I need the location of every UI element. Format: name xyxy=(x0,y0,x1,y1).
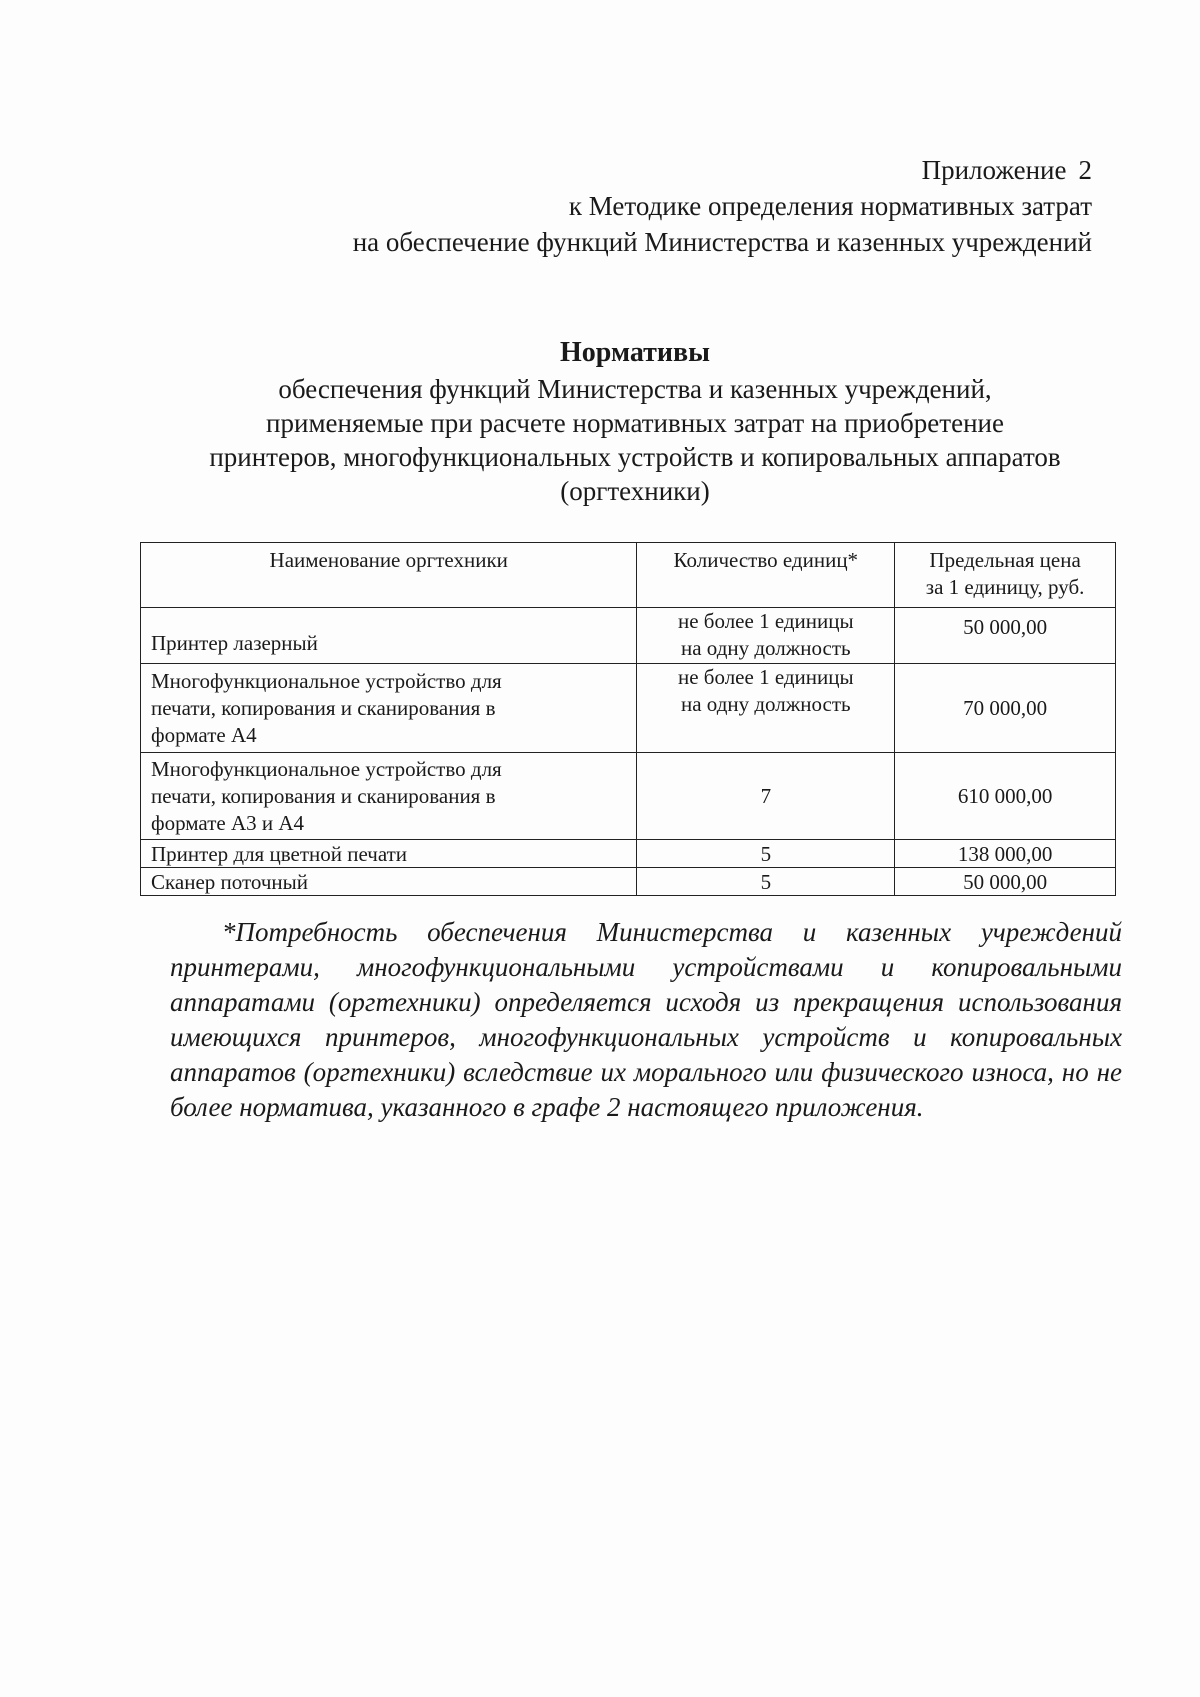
table-row xyxy=(141,753,1116,840)
appendix-label-line xyxy=(353,152,1092,188)
row-qty: 5 xyxy=(637,840,895,868)
row-qty-line-2: на одну должность xyxy=(681,692,851,716)
row-name-line-3: формате А4 xyxy=(151,722,257,747)
row-name: Принтер лазерный xyxy=(141,608,637,664)
row-name-line-1: Многофункциональное устройство для xyxy=(151,668,502,693)
title-line-3: принтеров, многофункциональных устройств и копировальных аппаратов xyxy=(209,442,1061,472)
header-name: Наименование оргтехники xyxy=(141,543,637,608)
row-price xyxy=(895,608,1116,664)
row-price: 50 000,00 xyxy=(895,868,1116,896)
row-qty-line-1: не более 1 единицы xyxy=(677,609,854,633)
row-name-line-2: печати, копирования и сканирования в xyxy=(151,783,496,808)
row-name-line-3: формате А3 и А4 xyxy=(151,810,305,835)
title-line-4: (оргтехники) xyxy=(560,476,710,506)
title-line-1: обеспечения функций Министерства и казенных учреждений, xyxy=(278,374,992,404)
header-price xyxy=(895,543,1116,608)
table-row xyxy=(141,840,1116,868)
appendix-line-2: к Методике определения нормативных затрат xyxy=(568,191,1092,221)
row-name xyxy=(141,753,637,840)
row-qty: 7 xyxy=(637,753,895,840)
row-price: 138 000,00 xyxy=(895,840,1116,868)
footnote: *Потребность обеспечения Министерства и казенных учреждений принтерами, многофункциональными устройствами и копировальными аппаратами (оргтехники) определяется исходя из прекращения использования имеющихся принтеров, многофункциональных устройств и копировальных аппаратов (оргтехники) вследствие их морального или физического износа, но не более норматива, указанного в графе 2 настоящего приложения. xyxy=(170,917,1122,1122)
row-name: Сканер поточный xyxy=(141,868,637,896)
row-name xyxy=(141,664,637,753)
row-qty xyxy=(637,608,895,664)
header-price-line-1: Предельная цена xyxy=(929,548,1081,572)
row-qty: 5 xyxy=(637,868,895,896)
table-row xyxy=(141,868,1116,896)
row-price-value: 50 000,00 xyxy=(963,615,1048,639)
appendix-number: 2 xyxy=(1078,155,1092,185)
title-heading: Нормативы xyxy=(560,337,710,368)
header-qty: Количество единиц* xyxy=(637,543,895,608)
row-qty xyxy=(637,664,895,753)
row-price: 610 000,00 xyxy=(895,753,1116,840)
title-line-2: применяемые при расчете нормативных затрат на приобретение xyxy=(266,408,1004,438)
table-header-row xyxy=(141,543,1116,608)
row-name-line-2: печати, копирования и сканирования в xyxy=(151,695,496,720)
row-qty-line-2: на одну должность xyxy=(681,636,851,660)
row-price: 70 000,00 xyxy=(895,664,1116,753)
appendix-label: Приложение xyxy=(921,155,1067,185)
header-price-line-2: за 1 единицу, руб. xyxy=(925,575,1085,599)
row-name-line-1: Многофункциональное устройство для xyxy=(151,756,502,781)
row-qty-line-1: не более 1 единицы xyxy=(677,665,854,689)
document-title xyxy=(150,336,1120,508)
appendix-line-3: на обеспечение функций Министерства и казенных учреждений xyxy=(352,227,1092,257)
row-name: Принтер для цветной печати xyxy=(141,840,637,868)
table-row xyxy=(141,608,1116,664)
table-row xyxy=(141,664,1116,753)
norms-table xyxy=(140,542,1116,896)
appendix-header xyxy=(353,152,1092,260)
